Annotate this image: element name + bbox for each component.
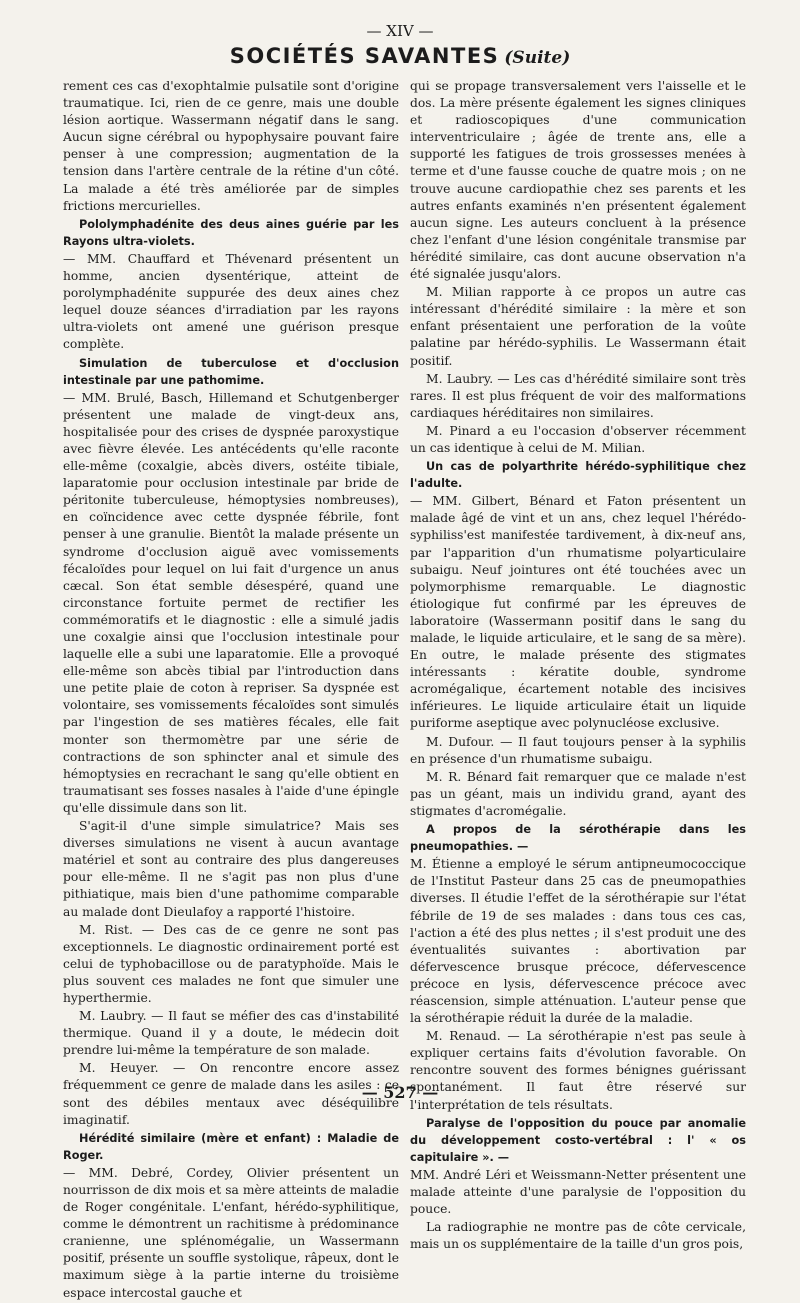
- page-number-top: — XIV —: [366, 22, 434, 40]
- paragraph: M. Milian rapporte à ce propos un autre cas intéressant d'hérédité similaire : la mère et son enfant présentaient une perforation de la voûte palatine par hérédo-syphilis. Le Wassermann était positif.: [410, 285, 746, 368]
- paragraph: qui se propage transversalement vers l'aisselle et le dos. La mère présente également les signes cliniques et radioscopiques d'une communication interventriculaire ; âgée de trente ans, elle a supporté les fatigues de trois grossesses menées à terme et d'une fausse couche de quatre mois ; on ne trouve aucune cardiopathie chez ses parents et les autres enfants examinés n'en présentent également aucun signe. Les auteurs concluent à la présence chez l'enfant d'une lésion congénitale transmise par hérédité similaire, cas dont aucune observation n'a été signalée jusqu'alors.: [410, 79, 746, 282]
- paragraph: La radiographie ne montre pas de côte cervicale, mais un os supplémentaire de la taille d'un gros pois,: [410, 1220, 746, 1252]
- page-header: [0, 44, 800, 68]
- article-title: Pololymphadénite des deus aines guérie par les Rayons ultra-violets.: [63, 217, 399, 248]
- paragraph: — MM. Chauffard et Thévenard présentent un homme, ancien dysentérique, atteint de porolymphadénite suppurée des deux aines chez lequel douze séances d'irradiation par les rayons ultra-violets ont amené une guérison presque complète.: [63, 251, 399, 352]
- article-title: A propos de la sérothérapie dans les pneumopathies. —: [410, 823, 746, 854]
- paragraph: — MM. Debré, Cordey, Olivier présentent un nourrisson de dix mois et sa mère atteints de maladie de Roger congénitale. L'enfant, hérédo-syphilitique, comme le démontrent un rachitisme à prédominance cranienne, une splénomégalie, un Wassermann positif, présente un souffle systolique, râpeux, dont le maximum siège à la partie interne du troisième espace intercostal gauche et: [63, 1165, 399, 1300]
- paragraph: — MM. Gilbert, Bénard et Faton présentent un malade âgé de vint et un ans, chez lequel l'hérédo-syphiliss'est manifestée tardivement, à dix-neuf ans, par l'apparition d'un rhumatisme polyarticulaire subaigu. Neuf jointures ont été touchées avec un polymorphisme remarquable. Le diagnostic étiologique fut confirmé par les épreuves de laboratoire (Wassermann positif dans le sang du malade, le liquide articulaire, et le sang de sa mère). En outre, le malade présente des stigmates intéressants : kératite double, syndrome acromégalique, écartement notable des incisives inférieures. Le liquide articulaire était un liquide puriforme aseptique avec polynucléose exclusive.: [410, 494, 746, 731]
- paragraph: rement ces cas d'exophtalmie pulsatile sont d'origine traumatique. Ici, rien de ce genre, mais une double lésion aortique. Wassermann négatif dans le sang. Aucun signe cérébral ou hypophysaire pouvant faire penser à une compression; augmentation de la tension dans l'artère centrale de la rétine d'un côté. La malade a été très améliorée par de simples frictions mercurielles.: [63, 79, 399, 213]
- page-number-bottom: — 527 —: [361, 1083, 439, 1102]
- right-column: [410, 78, 746, 1254]
- left-column: [63, 78, 399, 1303]
- article-title: Un cas de polyarthrite hérédo-syphilitique chez l'adulte.: [410, 460, 746, 491]
- paragraph: M. Rist. — Des cas de ce genre ne sont pas exceptionnels. Le diagnostic ordinairement porté est celui de typhobacillose ou de paratyphoïde. Mais le plus souvent ces malades ne font que simuler une hyperthermie.: [63, 922, 399, 1005]
- paragraph: M. Heuyer. — On rencontre encore assez fréquemment ce genre de malade dans les asiles : ce sont des débiles mentaux avec déséquilibre imaginatif.: [63, 1061, 399, 1127]
- paragraph: M. Laubry. — Il faut se méfier des cas d'instabilité thermique. Quand il y a doute, le médecin doit prendre lui-même la température de son malade.: [63, 1009, 399, 1058]
- paragraph: M. R. Bénard fait remarquer que ce malade n'est pas un géant, mais un individu grand, ayant des stigmates d'acromégalie.: [410, 769, 746, 818]
- paragraph: MM. André Léri et Weissmann-Netter présentent une malade atteinte d'une paralysie de l'opposition du pouce.: [410, 1167, 746, 1217]
- paragraph: M. Renaud. — La sérothérapie n'est pas seule à expliquer certains faits d'évolution favorable. On rencontre souvent des formes bénignes guérissant spontanément. Il faut être réservé sur l'interprétation de tels résultats.: [410, 1029, 746, 1112]
- paragraph: M. Étienne a employé le sérum antipneumococcique de l'Institut Pasteur dans 25 cas de pneumopathies diverses. Il étudie l'effet de la sérothérapie sur l'état fébrile de 19 de ses malades : dans tous ces cas, l'action a été des plus nettes ; il s'est produit une des éventualités suivantes : abortivation par défervescence brusque précoce, défervescence précoce en lysis, défervescence précoce avec réascension, simple atténuation. L'auteur pense que la sérothérapie réduit la durée de la maladie.: [410, 857, 746, 1026]
- paragraph: M. Dufour. — Il faut toujours penser à la syphilis en présence d'un rhumatisme subaigu.: [410, 734, 746, 766]
- section-title-suite: (Suite): [504, 48, 571, 68]
- paragraph: M. Pinard a eu l'occasion d'observer récemment un cas identique à celui de M. Milian.: [410, 423, 746, 455]
- paragraph: — MM. Brulé, Basch, Hillemand et Schutgenberger présentent une malade de vingt-deux ans, hospitalisée pour des crises de dyspnée paroxystique avec fièvre élevée. Les antécédents qu'elle raconte elle-même (coxalgie, abcès divers, ostéite tibiale, laparatomie pour occlusion intestinale par bride de péritonite tuberculeuse, hémoptysies nombreuses), en coïncidence avec cette dyspnée fébrile, font penser à une granulie. Bientôt la malade présente un syndrome d'occlusion aiguë avec vomissements fécaloïdes pour lequel on lui fait d'urgence un anus cæcal. Son état semble désespéré, quand une circonstance fortuite permet de rectifier les commémoratifs et le diagnostic : elle a simulé jadis une coxalgie ainsi que l'occlusion intestinale pour laquelle elle a subi une laparatomie. Elle a provoqué elle-même son abcès tibial par l'introduction dans une petite plaie de coton à repriser. Sa dyspnée est volontaire, ses vomissements fécaloïdes sont simulés par l'ingestion de ses matières fécales, elle fait monter son thermomètre par une série de contractions de son sphincter anal et simule des hémoptysies en recrachant le sang qu'elle obtient en traumatisant ses fosses nasales à l'aide d'une épingle qu'elle dissimule dans son lit.: [63, 390, 399, 815]
- article-title: Simulation de tuberculose et d'occlusion intestinale par une pathomime.: [63, 356, 399, 387]
- article-title: Paralyse de l'opposition du pouce par anomalie du développement costo-vertébral : l' « os capitulaire ». —: [410, 1116, 746, 1164]
- section-title: SOCIÉTÉS SAVANTES: [229, 44, 500, 68]
- article-title: Hérédité similaire (mère et enfant) : Maladie de Roger.: [63, 1131, 399, 1162]
- paragraph: M. Laubry. — Les cas d'hérédité similaire sont très rares. Il est plus fréquent de voir des malformations cardiaques héréditaires non similaires.: [410, 371, 746, 420]
- paragraph: S'agit-il d'une simple simulatrice? Mais ses diverses simulations ne visent à aucun avantage matériel et sont au contraire des plus dangereuses pour elle-même. Il ne s'agit pas non plus d'une pithiatique, mais bien d'une pathomime comparable au malade dont Dieulafoy a rapporté l'histoire.: [63, 819, 399, 919]
